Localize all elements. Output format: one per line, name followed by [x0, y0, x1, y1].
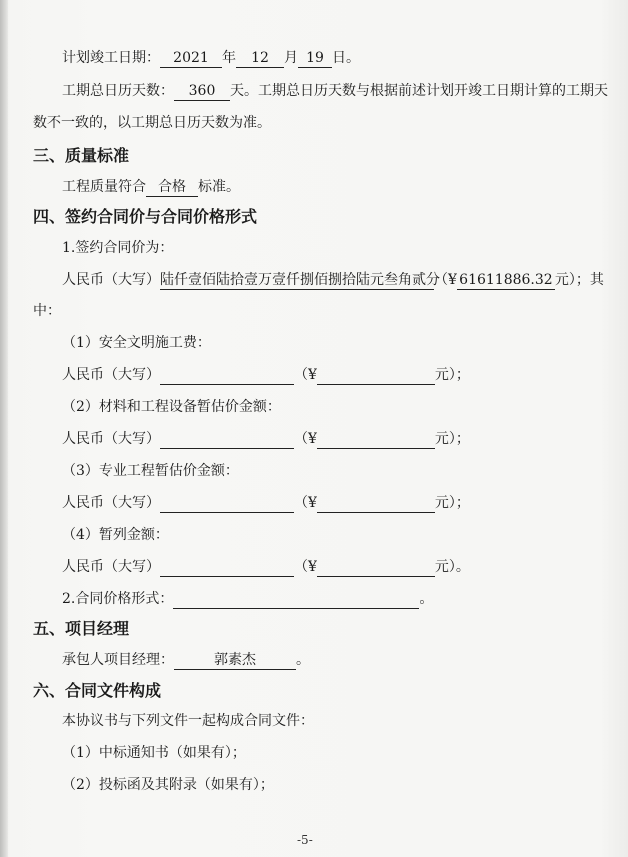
amount-suffix: 元）；其 — [554, 272, 604, 288]
yuan-close: 元）； — [434, 431, 470, 447]
provisional-upper-blank — [160, 558, 294, 577]
page-edge-shadow — [0, 0, 8, 857]
quality-prefix: 工程质量符合 — [62, 179, 146, 195]
material-estimate-line — [62, 429, 470, 449]
special-estimate-label: （3）专业工程暂估价金额： — [62, 463, 239, 479]
price-form-end: 。 — [419, 591, 434, 607]
year-unit: 年 — [222, 50, 236, 66]
price-form-line — [62, 589, 433, 609]
yen-open: （¥ — [294, 495, 317, 511]
special-amount-blank — [317, 494, 435, 513]
contract-price-item: 1.签约合同价为： — [62, 240, 174, 256]
project-manager-line — [62, 650, 310, 670]
provisional-amount-blank — [317, 558, 435, 577]
quality-suffix: 标准。 — [198, 179, 240, 195]
price-form-label: 2.合同价格形式： — [62, 591, 174, 607]
rmb-label: 人民币（大写） — [62, 495, 160, 511]
quality-value: 合格 — [146, 178, 198, 197]
completion-year: 2021 — [160, 49, 222, 68]
contract-doc-item: （2）投标函及其附录（如果有）； — [62, 777, 274, 793]
day-unit: 日。 — [332, 50, 360, 66]
project-manager-end: 。 — [296, 652, 310, 668]
yen-open: （¥ — [294, 367, 317, 383]
completion-date-label: 计划竣工日期： — [62, 50, 160, 66]
quality-line — [62, 177, 240, 197]
rmb-label: 人民币（大写） — [62, 559, 160, 575]
yen-prefix: （¥ — [434, 272, 457, 288]
provisional-sum-line — [62, 557, 470, 577]
project-manager-name: 郭素杰 — [174, 651, 296, 670]
contract-amount: 61611886.32 — [457, 271, 555, 290]
total-days-value: 360 — [174, 82, 230, 101]
rmb-label: 人民币（大写） — [62, 272, 160, 288]
contract-price-line — [62, 270, 604, 290]
yen-open: （¥ — [294, 431, 317, 447]
material-estimate-label: （2）材料和工程设备暂估价金额： — [62, 399, 281, 415]
rmb-label: 人民币（大写） — [62, 367, 160, 383]
among-label: 中： — [33, 303, 61, 319]
safety-fee-amount-blank — [317, 366, 435, 385]
total-days-line — [62, 81, 608, 101]
safety-fee-label: （1）安全文明施工费： — [62, 335, 211, 351]
month-unit: 月 — [284, 50, 298, 66]
special-upper-blank — [160, 494, 294, 513]
completion-day: 19 — [298, 49, 332, 68]
yuan-close: 元）； — [434, 367, 470, 383]
section3-heading: 三、质量标准 — [33, 146, 130, 165]
yuan-close-last: 元）。 — [434, 559, 470, 575]
safety-fee-upper-blank — [160, 366, 294, 385]
price-form-blank — [173, 590, 419, 609]
section4-heading: 四、签约合同价与合同价格形式 — [33, 207, 258, 226]
rmb-upper-amount: 陆仟壹佰陆拾壹万壹仟捌佰捌拾陆元叁角贰分 — [160, 272, 440, 288]
total-days-label: 工期总日历天数： — [62, 83, 174, 99]
section5-heading: 五、项目经理 — [33, 619, 130, 638]
provisional-sum-label: （4）暂列金额： — [62, 527, 169, 543]
total-days-suffix: 天。工期总日历天数与根据前述计划开竣工日期计算的工期天 — [230, 83, 608, 99]
yuan-close: 元）； — [434, 495, 470, 511]
yen-open: （¥ — [294, 559, 317, 575]
special-estimate-line — [62, 493, 470, 513]
rmb-label: 人民币（大写） — [62, 431, 160, 447]
safety-fee-line — [62, 365, 470, 385]
total-days-note: 数不一致的，以工期总日历天数为准。 — [33, 115, 271, 131]
project-manager-label: 承包人项目经理： — [62, 652, 174, 668]
completion-month: 12 — [236, 49, 284, 68]
page-number: -5- — [297, 833, 313, 847]
material-amount-blank — [317, 430, 435, 449]
contract-docs-intro: 本协议书与下列文件一起构成合同文件： — [62, 713, 314, 729]
completion-date-line — [62, 48, 360, 68]
section6-heading: 六、合同文件构成 — [33, 681, 162, 700]
material-upper-blank — [160, 430, 294, 449]
contract-doc-item: （1）中标通知书（如果有）； — [62, 745, 246, 761]
